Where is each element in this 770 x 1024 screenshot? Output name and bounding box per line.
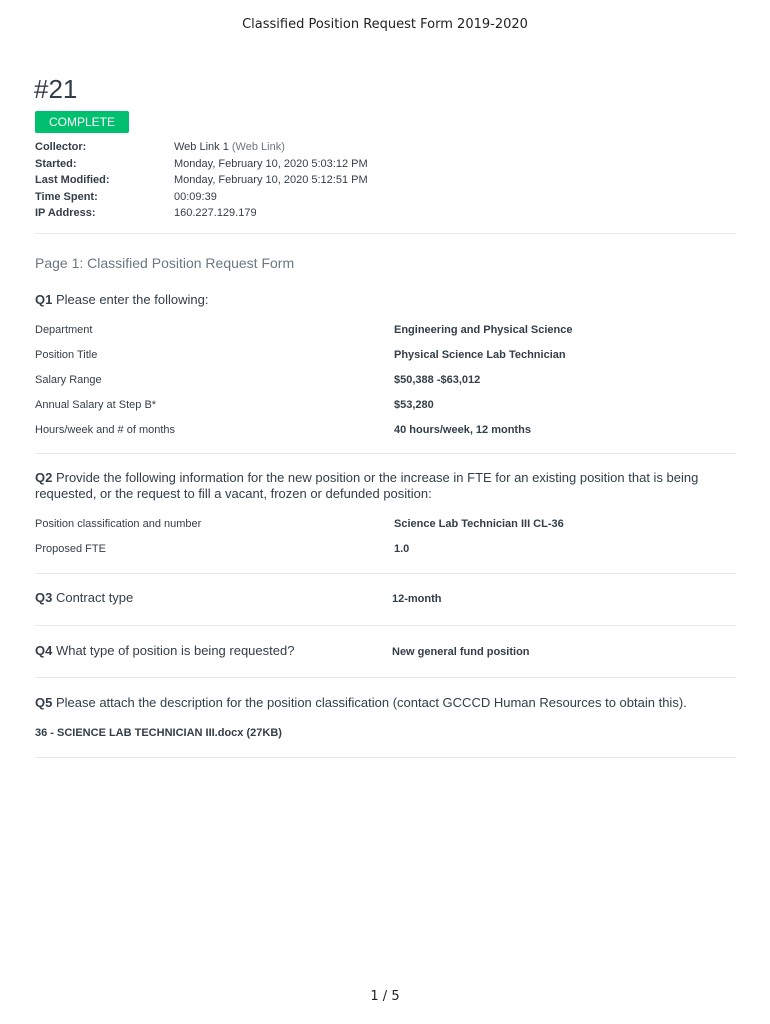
answer-row-hours-months xyxy=(35,424,735,436)
answer-row-annual-salary xyxy=(35,399,735,411)
collector-type: (Web Link) xyxy=(228,141,285,153)
question-number: Q3 xyxy=(35,590,53,605)
answer-value: Engineering and Physical Science xyxy=(394,324,573,336)
divider xyxy=(35,757,736,758)
answer-value: Physical Science Lab Technician xyxy=(394,349,566,361)
answer-label: Position Title xyxy=(35,349,98,361)
divider xyxy=(35,453,736,454)
meta-label: Time Spent: xyxy=(35,190,98,203)
meta-row-started xyxy=(35,156,368,173)
meta-row-time-spent xyxy=(35,189,368,206)
page-indicator: 1 / 5 xyxy=(370,989,400,1004)
meta-row-ip-address xyxy=(35,205,368,222)
answer-label: Position classification and number xyxy=(35,518,202,530)
response-number: #21 xyxy=(34,74,78,104)
answer-label: Salary Range xyxy=(35,374,102,386)
divider xyxy=(35,625,736,626)
answer-value: 1.0 xyxy=(394,543,410,555)
meta-value xyxy=(174,139,285,156)
divider xyxy=(35,573,736,574)
answer-row-department xyxy=(35,324,735,336)
meta-value: Monday, February 10, 2020 5:12:51 PM xyxy=(174,174,368,186)
answer-value: New general fund position xyxy=(392,646,530,658)
answer-row-proposed-fte xyxy=(35,543,735,555)
meta-label: Last Modified: xyxy=(35,174,110,186)
attachment-link[interactable]: 36 - SCIENCE LAB TECHNICIAN III.docx (27KB) xyxy=(35,727,282,739)
answer-row-salary-range xyxy=(35,374,735,386)
divider xyxy=(35,677,736,678)
answer-value: Science Lab Technician III CL-36 xyxy=(394,518,564,530)
question-q5 xyxy=(35,695,735,711)
answer-row-position-classification xyxy=(35,518,735,530)
question-text: Provide the following information for the new position or the increase in FTE for an existing position that is being requested, or the request to fill a vacant, frozen or defunded position: xyxy=(35,470,699,501)
answer-label: Department xyxy=(35,324,93,336)
meta-row-last-modified xyxy=(35,172,368,189)
answer-value: $53,280 xyxy=(394,399,434,411)
question-number: Q2 xyxy=(35,470,53,485)
question-number: Q1 xyxy=(35,292,53,307)
page-title: Page 1: Classified Position Request Form xyxy=(35,255,295,271)
question-label: What type of position is being requested? xyxy=(52,643,295,658)
question-q3 xyxy=(35,590,735,605)
question-number: Q4 xyxy=(35,643,53,658)
meta-value: Monday, February 10, 2020 5:03:12 PM xyxy=(174,157,368,170)
meta-value: 160.227.129.179 xyxy=(174,207,257,219)
question-number: Q5 xyxy=(35,695,53,710)
document-header-title: Classified Position Request Form 2019-2020 xyxy=(242,17,528,32)
answer-label: Proposed FTE xyxy=(35,543,106,555)
question-text: Please attach the description for the position classification (contact GCCCD Human Resources to obtain this). xyxy=(52,695,687,710)
answer-row-position-title xyxy=(35,349,735,361)
meta-value: 00:09:39 xyxy=(174,190,217,203)
divider xyxy=(35,233,736,234)
question-label: Contract type xyxy=(52,590,134,605)
meta-label: Collector: xyxy=(35,141,87,153)
answer-label: Annual Salary at Step B* xyxy=(35,399,157,411)
question-text xyxy=(35,590,392,605)
question-text: Please enter the following: xyxy=(52,292,209,307)
question-q1 xyxy=(35,292,735,308)
answer-label: Hours/week and # of months xyxy=(35,424,176,436)
status-badge: COMPLETE xyxy=(35,111,129,133)
meta-label: IP Address: xyxy=(35,207,96,219)
meta-label: Started: xyxy=(35,157,77,170)
question-q4 xyxy=(35,643,735,658)
answer-value: 40 hours/week, 12 months xyxy=(394,424,531,436)
answer-value: $50,388 -$63,012 xyxy=(394,374,481,386)
question-q2 xyxy=(35,470,735,502)
answer-value: 12-month xyxy=(392,593,442,605)
response-metadata xyxy=(35,139,368,222)
meta-row-collector xyxy=(35,139,368,156)
question-text xyxy=(35,643,392,658)
collector-name: Web Link 1 xyxy=(174,141,229,153)
